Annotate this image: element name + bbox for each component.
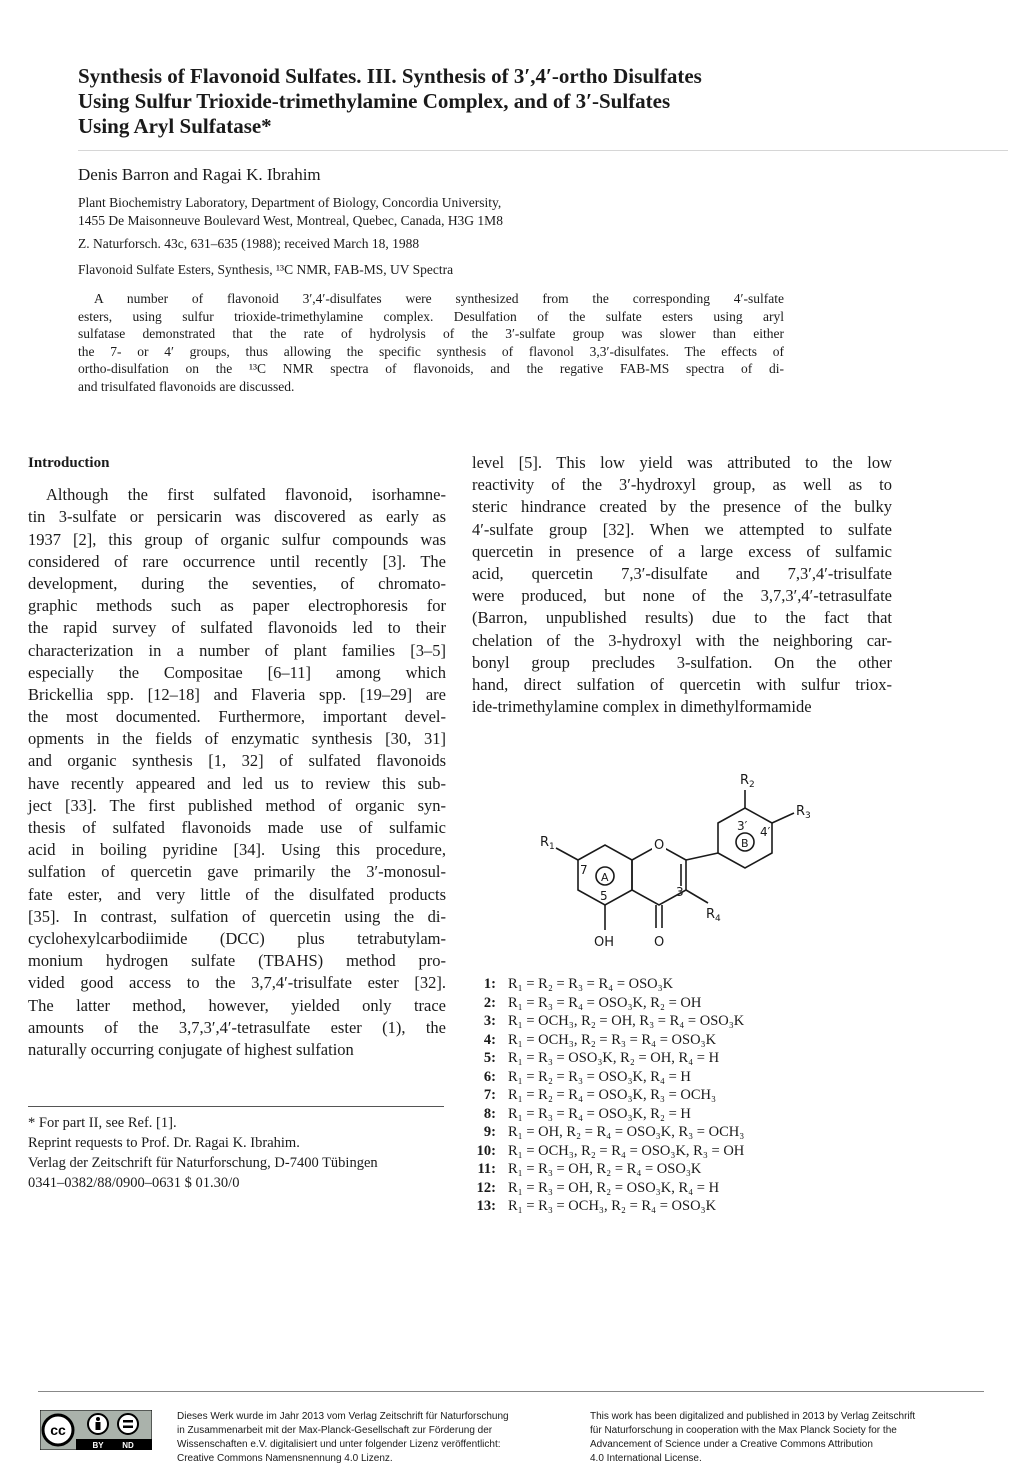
left-column-line: amounts of the 3,7,3′,4′-tetrasulfate ester (1), the: [28, 1017, 446, 1037]
r2-label: $R_2$: [740, 773, 755, 790]
left-column-line: sulfation of quercetin gave primarily the 3′-monosul-: [28, 862, 446, 882]
nd-label: ND: [122, 1441, 134, 1450]
title-divider: [78, 150, 1008, 151]
left-column-line: Brickellia spp. [12–18] and Flaveria spp. [19–29] are: [28, 684, 446, 704]
left-column-line: Although the first sulfated flavonoid, isorhamne-: [46, 485, 446, 505]
compound-row: [470, 1086, 744, 1105]
abstract-line-1: A number of flavonoid 3′,4′-disulfates were synthesized from the corresponding 4′-sulfate: [94, 291, 784, 306]
title-line-2: Using Sulfur Trioxide-trimethylamine Complex, and of 3′-Sulfates: [78, 89, 671, 113]
compound-substituents: R₁ = OCH₃, R₂ = R₃ = R₄ = OSO₃K: [508, 1031, 717, 1048]
position-4prime-label: 4′: [760, 825, 771, 839]
left-column-line: graphic methods such as paper electrophoresis for: [28, 596, 446, 616]
left-column-line: characterization in a number of plant families [3–5]: [28, 640, 446, 660]
left-column-line: the rapid survey of sulfated flavonoids led to their: [28, 618, 446, 638]
right-column-line: (Barron, unpublished results) due to the fact that: [472, 608, 892, 628]
right-column-line: hand, direct sulfation of quercetin with sulfur triox-: [472, 674, 892, 694]
left-column-line: naturally occurring conjugate of highest sulfation: [28, 1039, 354, 1059]
license-text-german: [177, 1410, 577, 1466]
left-column-line: thesis of sulfated flavonoids made use of sulfamic: [28, 818, 446, 838]
license-divider: [38, 1391, 984, 1392]
left-column-line: opments in the fields of enzymatic synthesis [30, 31]: [28, 729, 446, 749]
abstract-line-2: esters, using sulfur trioxide-trimethylamine complex. Desulfation of the sulfate esters using aryl: [78, 308, 784, 324]
compound-row: [470, 1197, 744, 1216]
keywords: Flavonoid Sulfate Esters, Synthesis, ¹³C NMR, FAB-MS, UV Spectra: [78, 262, 454, 277]
by-label: BY: [92, 1441, 104, 1450]
compound-row: [470, 1031, 744, 1050]
position-5-label: 5: [600, 889, 608, 903]
left-column-line: ject [33]. The first published method of organic syn-: [28, 795, 446, 815]
license-de-line-4: Creative Commons Namensnennung 4.0 Lizenz.: [177, 1453, 393, 1464]
left-column: [28, 452, 446, 1061]
compound-substituents: R₁ = R₃ = R₄ = OSO₃K, R₂ = OH: [508, 994, 702, 1011]
affiliation: [78, 194, 503, 230]
compound-number: 2:: [483, 994, 496, 1011]
ring-b-label: B: [741, 837, 749, 850]
r1-label: $R_1$: [540, 835, 555, 852]
compound-row: [470, 1105, 744, 1124]
affiliation-line-2: 1455 De Maisonneuve Boulevard West, Montreal, Quebec, Canada, H3G 1M8: [78, 213, 503, 228]
affiliation-line-1: Plant Biochemistry Laboratory, Department of Biology, Concordia University,: [78, 195, 502, 210]
compound-number: 7:: [483, 1087, 496, 1103]
compound-row: [470, 1160, 744, 1179]
abstract-line-4: the 7- or 4′ groups, thus allowing the specific synthesis of flavonol 3,3′-disulfates. The effects of: [78, 343, 784, 359]
compound-number: 10:: [476, 1142, 496, 1159]
left-column-line: the most documented. Furthermore, important devel-: [28, 707, 446, 727]
license-text-english: [590, 1410, 990, 1466]
compound-row: [470, 1179, 744, 1198]
footnote-issn: 0341–0382/88/0900–0631 $ 01.30/0: [28, 1175, 240, 1191]
flavonoid-structure-diagram: [468, 768, 838, 968]
right-column-line: bonyl group precludes 3-sulfation. On the other: [472, 652, 892, 672]
abstract-line-3: sulfatase demonstrated that the rate of hydrolysis of the 3′-sulfate group was slower than either: [78, 326, 784, 341]
footnote-publisher: Verlag der Zeitschrift für Naturforschung, D-7400 Tübingen: [28, 1155, 378, 1171]
left-column-line: have recently appeared and led us to review this sub-: [28, 773, 446, 793]
compound-row: [470, 994, 744, 1013]
compound-number: 9:: [483, 1124, 496, 1140]
authors: Denis Barron and Ragai K. Ibrahim: [78, 165, 321, 184]
left-column-line: 1937 [2], this group of organic sulfur compounds was: [28, 529, 446, 549]
footnotes: [28, 1113, 378, 1193]
compound-row: [470, 975, 744, 994]
left-column-line: The latter method, however, yielded only trace: [28, 995, 446, 1015]
compound-substituents: R₁ = OCH₃, R₂ = R₄ = OSO₃K, R₃ = OH: [508, 1142, 745, 1159]
compound-number: 6:: [483, 1068, 496, 1085]
license-en-line-4: 4.0 International License.: [590, 1453, 702, 1464]
abstract-line-5: ortho-disulfation on the ¹³C NMR spectra of flavonoids, and the regative FAB-MS spectra of di-: [78, 361, 784, 376]
abstract-line-6: and trisulfated flavonoids are discussed.: [78, 378, 295, 394]
r4-label: $R_4$: [706, 907, 721, 924]
carbonyl-oxygen-label: O: [654, 935, 665, 950]
right-column-text: [472, 452, 892, 718]
right-column: [472, 452, 892, 718]
license-de-line-2: in Zusammenarbeit mit der Max-Planck-Gesellschaft zur Förderung der: [177, 1425, 493, 1436]
left-column-line: and organic synthesis [1, 32] of sulfated flavonoids: [28, 751, 446, 771]
no-derivatives-icon: [118, 1414, 138, 1434]
compound-number: 12:: [476, 1179, 496, 1196]
compound-number: 4:: [483, 1031, 496, 1048]
right-column-line: chelation of the 3-hydroxyl with the neighboring car-: [472, 630, 892, 650]
left-column-line: cyclohexylcarbodiimide (DCC) plus tetrabutylam-: [28, 928, 446, 948]
left-column-line: monium hydrogen sulfate (TBAHS) method pro-: [28, 951, 446, 971]
compound-substituents: R₁ = R₃ = R₄ = OSO₃K, R₂ = H: [508, 1105, 691, 1122]
compound-row: [470, 1068, 744, 1087]
compound-substituents: R₁ = OCH₃, R₂ = OH, R₃ = R₄ = OSO₃K: [508, 1013, 745, 1029]
compound-row: [470, 1142, 744, 1161]
left-column-line: vided good access to the 3,7,4′-trisulfate ester [32].: [28, 973, 446, 993]
cc-license-badge[interactable]: [40, 1410, 152, 1450]
r3-label: $R_3$: [796, 804, 811, 821]
license-en-line-2: für Naturforschung in cooperation with the Max Planck Society for the: [590, 1425, 897, 1436]
right-column-line: were produced, but none of the 3,7,3′,4′-tetrasulfate: [472, 586, 892, 606]
left-column-line: considered of rare occurrence until recently [3]. The: [28, 551, 446, 571]
abstract: [78, 290, 784, 395]
compound-substituents: R₁ = R₂ = R₃ = OSO₃K, R₄ = H: [508, 1068, 691, 1085]
hydroxyl-label: OH: [594, 935, 615, 950]
compound-number: 1:: [483, 976, 496, 992]
right-column-line: level [5]. This low yield was attributed to the low: [472, 453, 892, 472]
footnote-reprint: Reprint requests to Prof. Dr. Ragai K. Ibrahim.: [28, 1135, 300, 1151]
compound-substituents: R₁ = R₃ = OCH₃, R₂ = R₄ = OSO₃K: [508, 1198, 717, 1214]
license-en-line-3: Advancement of Science under a Creative Commons Attribution: [590, 1439, 873, 1450]
compound-row: [470, 1049, 744, 1068]
compound-substituents: R₁ = R₃ = OH, R₂ = OSO₃K, R₄ = H: [508, 1179, 720, 1196]
position-3-label: 3: [676, 885, 684, 899]
article-title: [78, 64, 958, 139]
position-7-label: 7: [580, 863, 588, 877]
ring-oxygen-label: O: [654, 838, 665, 853]
right-column-line: 4′-sulfate group [32]. When we attempted to sulfate: [472, 519, 892, 539]
left-column-line: development, during the seventies, of chromato-: [28, 573, 446, 593]
right-column-line: reactivity of the 3′-hydroxyl group, as well as to: [472, 475, 892, 495]
left-column-line: acid in boiling pyridine [34]. Using this procedure,: [28, 840, 446, 860]
left-column-line: especially the Compositae [6–11] among which: [28, 662, 446, 682]
compound-number: 13:: [476, 1198, 496, 1214]
ring-a-label: A: [601, 871, 609, 884]
left-column-line: tin 3-sulfate or persicarin was discovered as early as: [28, 507, 446, 527]
right-column-line: steric hindrance created by the presence of the bulky: [472, 497, 892, 517]
cc-icon-text: cc: [50, 1422, 66, 1438]
compound-list: [470, 975, 744, 1216]
compound-substituents: R₁ = R₂ = R₄ = OSO₃K, R₃ = OCH₃: [508, 1087, 717, 1103]
left-column-text: [28, 484, 446, 1061]
title-line-1: Synthesis of Flavonoid Sulfates. III. Synthesis of 3′,4′-ortho Disulfates: [78, 64, 702, 88]
compound-substituents: R₁ = R₂ = R₃ = R₄ = OSO₃K: [508, 976, 674, 992]
right-column-line: quercetin in presence of a large excess of sulfamic: [472, 541, 892, 561]
title-line-3: Using Aryl Sulfatase*: [78, 114, 272, 138]
right-column-line: acid, quercetin 7,3′-disulfate and 7,3′,4′-trisulfate: [472, 563, 892, 583]
compound-row: [470, 1012, 744, 1031]
compound-number: 5:: [483, 1050, 496, 1066]
license-de-line-1: Dieses Werk wurde im Jahr 2013 vom Verlag Zeitschrift für Naturforschung: [177, 1411, 509, 1422]
position-3prime-label: 3′: [737, 819, 748, 833]
right-column-line: ide-trimethylamine complex in dimethylformamide: [472, 697, 812, 717]
license-en-line-1: This work has been digitalized and published in 2013 by Verlag Zeitschrift: [590, 1411, 916, 1422]
footnote-part: * For part II, see Ref. [1].: [28, 1115, 177, 1131]
compound-row: [470, 1123, 744, 1142]
compound-substituents: R₁ = R₃ = OSO₃K, R₂ = OH, R₄ = H: [508, 1050, 720, 1066]
section-heading: Introduction: [28, 455, 110, 471]
license-de-line-3: Wissenschaften e.V. digitalisiert und unter folgender Lizenz veröffentlicht:: [177, 1439, 501, 1450]
footnote-divider: [28, 1106, 444, 1107]
compound-substituents: R₁ = R₃ = OH, R₂ = R₄ = OSO₃K: [508, 1161, 702, 1177]
compound-number: 11:: [477, 1161, 496, 1177]
left-column-line: fate ester, and very little of the disulfated products: [28, 884, 446, 904]
journal-citation: Z. Naturforsch. 43c, 631–635 (1988); received March 18, 1988: [78, 236, 420, 251]
compound-substituents: R₁ = OH, R₂ = R₄ = OSO₃K, R₃ = OCH₃: [508, 1124, 745, 1140]
left-column-line: [35]. In contrast, sulfation of quercetin using the di-: [28, 906, 446, 926]
compound-number: 8:: [483, 1105, 496, 1122]
compound-number: 3:: [483, 1013, 496, 1029]
